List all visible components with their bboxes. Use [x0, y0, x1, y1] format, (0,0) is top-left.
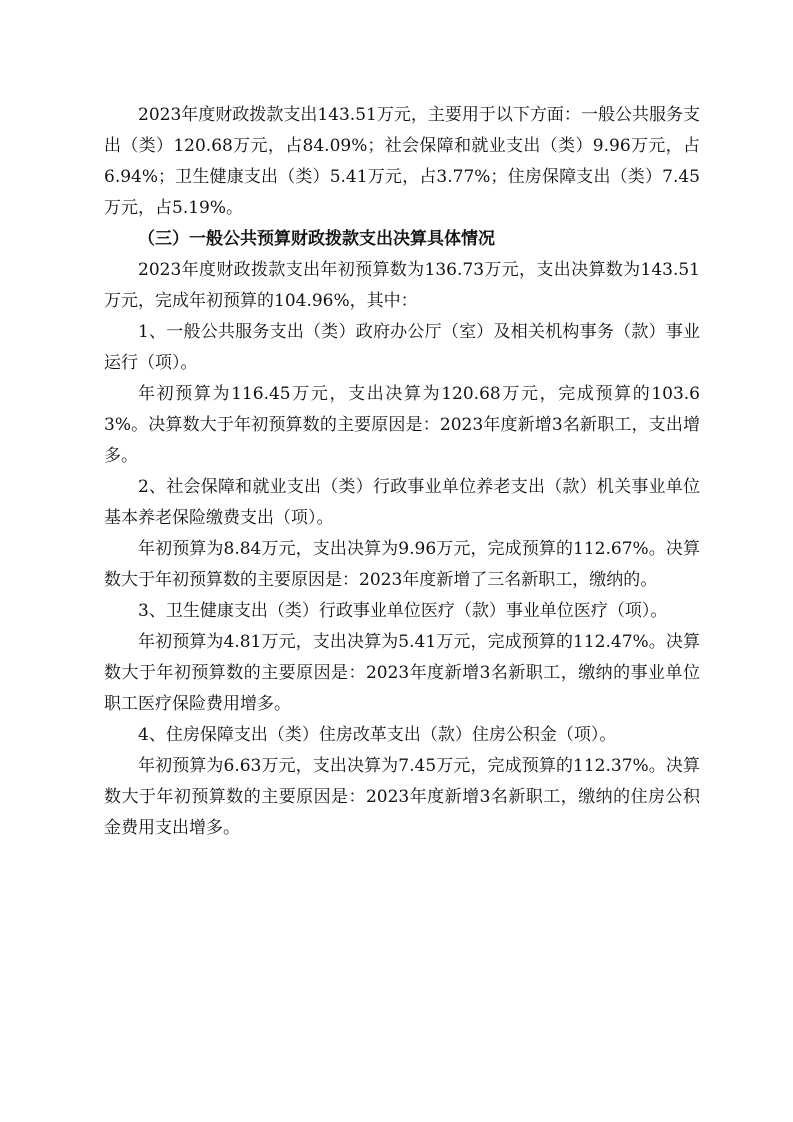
document-body	[104, 100, 700, 844]
paragraph-item-3-detail: 年初预算为4.81万元，支出决算为5.41万元，完成预算的112.47%。决算数大于年初预算数的主要原因是：2023年度新增3名新职工，缴纳的事业单位职工医疗保险费用增多。	[104, 632, 700, 714]
paragraph-item-2-detail: 年初预算为8.84万元，支出决算为9.96万元，完成预算的112.67%。决算数大于年初预算数的主要原因是：2023年度新增了三名新职工，缴纳的。	[104, 539, 700, 590]
paragraph-item-3-title: 3、卫生健康支出（类）行政事业单位医疗（款）事业单位医疗（项）。	[138, 601, 668, 621]
paragraph-item-1-detail: 年初预算为116.45万元，支出决算为120.68万元，完成预算的103.63%。决算数大于年初预算数的主要原因是：2023年度新增3名新职工，支出增多。	[104, 384, 700, 466]
paragraph-budget-overview: 2023年度财政拨款支出年初预算数为136.73万元，支出决算数为143.51万元，完成年初预算的104.96%，其中：	[104, 260, 700, 311]
paragraph-item-4-title: 4、住房保障支出（类）住房改革支出（款）住房公积金（项）。	[138, 725, 617, 745]
paragraph-item-2-title: 2、社会保障和就业支出（类）行政事业单位养老支出（款）机关事业单位基本养老保险缴费支出（项）。	[104, 477, 700, 528]
section-heading: （三）一般公共预算财政拨款支出决算具体情况	[138, 229, 495, 249]
paragraph-item-4-detail: 年初预算为6.63万元，支出决算为7.45万元，完成预算的112.37%。决算数大于年初预算数的主要原因是：2023年度新增3名新职工，缴纳的住房公积金费用支出增多。	[104, 756, 700, 838]
paragraph-item-1-title: 1、一般公共服务支出（类）政府办公厅（室）及相关机构事务（款）事业运行（项）。	[104, 322, 700, 373]
paragraph-expenditure-summary: 2023年度财政拨款支出143.51万元，主要用于以下方面：一般公共服务支出（类）120.68万元，占84.09%；社会保障和就业支出（类）9.96万元，占6.94%；卫生健康支出（类）5.41万元，占3.77%；住房保障支出（类）7.45万元，占5.19%。	[104, 105, 700, 218]
